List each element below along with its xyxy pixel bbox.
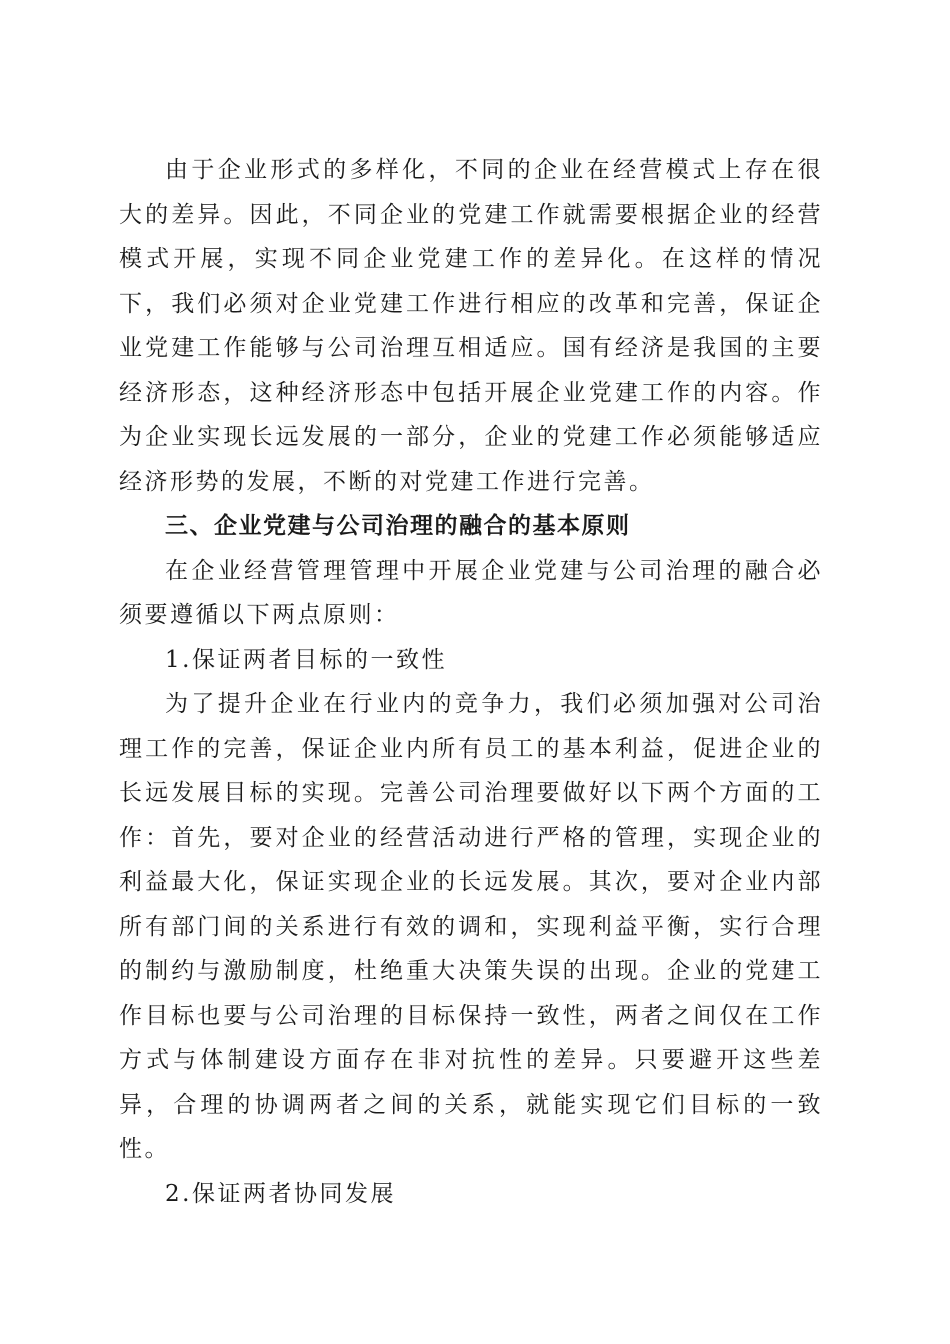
section-heading: 三、企业党建与公司治理的融合的基本原则 <box>165 513 631 539</box>
section-intro-paragraph: 在企业经营管理管理中开展企业党建与公司治理的融合必须要遵循以下两点原则： <box>119 557 823 628</box>
point-1-paragraph: 为了提升企业在行业内的竞争力，我们必须加强对公司治理工作的完善，保证企业内所有员工的基本利益，促进企业的长远发展目标的实现。完善公司治理要做好以下两个方面的工作：首先，要对企业的经营活动进行严格的管理，实现企业的利益最大化，保证实现企业的长远发展。其次，要对企业内部所有部门间的关系进行有效的调和，实现利益平衡，实行合理的制约与激励制度，杜绝重大决策失误的出现。企业的党建工作目标也要与公司治理的目标保持一致性，两者之间仅在工作方式与体制建设方面存在非对抗性的差异。只要避开这些差异，合理的协调两者之间的关系，就能实现它们目标的一致性。 <box>119 691 823 1162</box>
intro-paragraph: 由于企业形式的多样化，不同的企业在经营模式上存在很大的差异。因此，不同企业的党建工作就需要根据企业的经营模式开展，实现不同企业党建工作的差异化。在这样的情况下，我们必须对企业党建工作进行相应的改革和完善，保证企业党建工作能够与公司治理互相适应。国有经济是我国的主要经济形态，这种经济形态中包括开展企业党建工作的内容。作为企业实现长远发展的一部分，企业的党建工作必须能够适应经济形势的发展，不断的对党建工作进行完善。 <box>119 157 823 495</box>
point-2-heading: 2.保证两者协同发展 <box>165 1180 396 1207</box>
point-1-heading: 1.保证两者目标的一致性 <box>165 646 447 673</box>
document-body <box>119 148 823 1216</box>
